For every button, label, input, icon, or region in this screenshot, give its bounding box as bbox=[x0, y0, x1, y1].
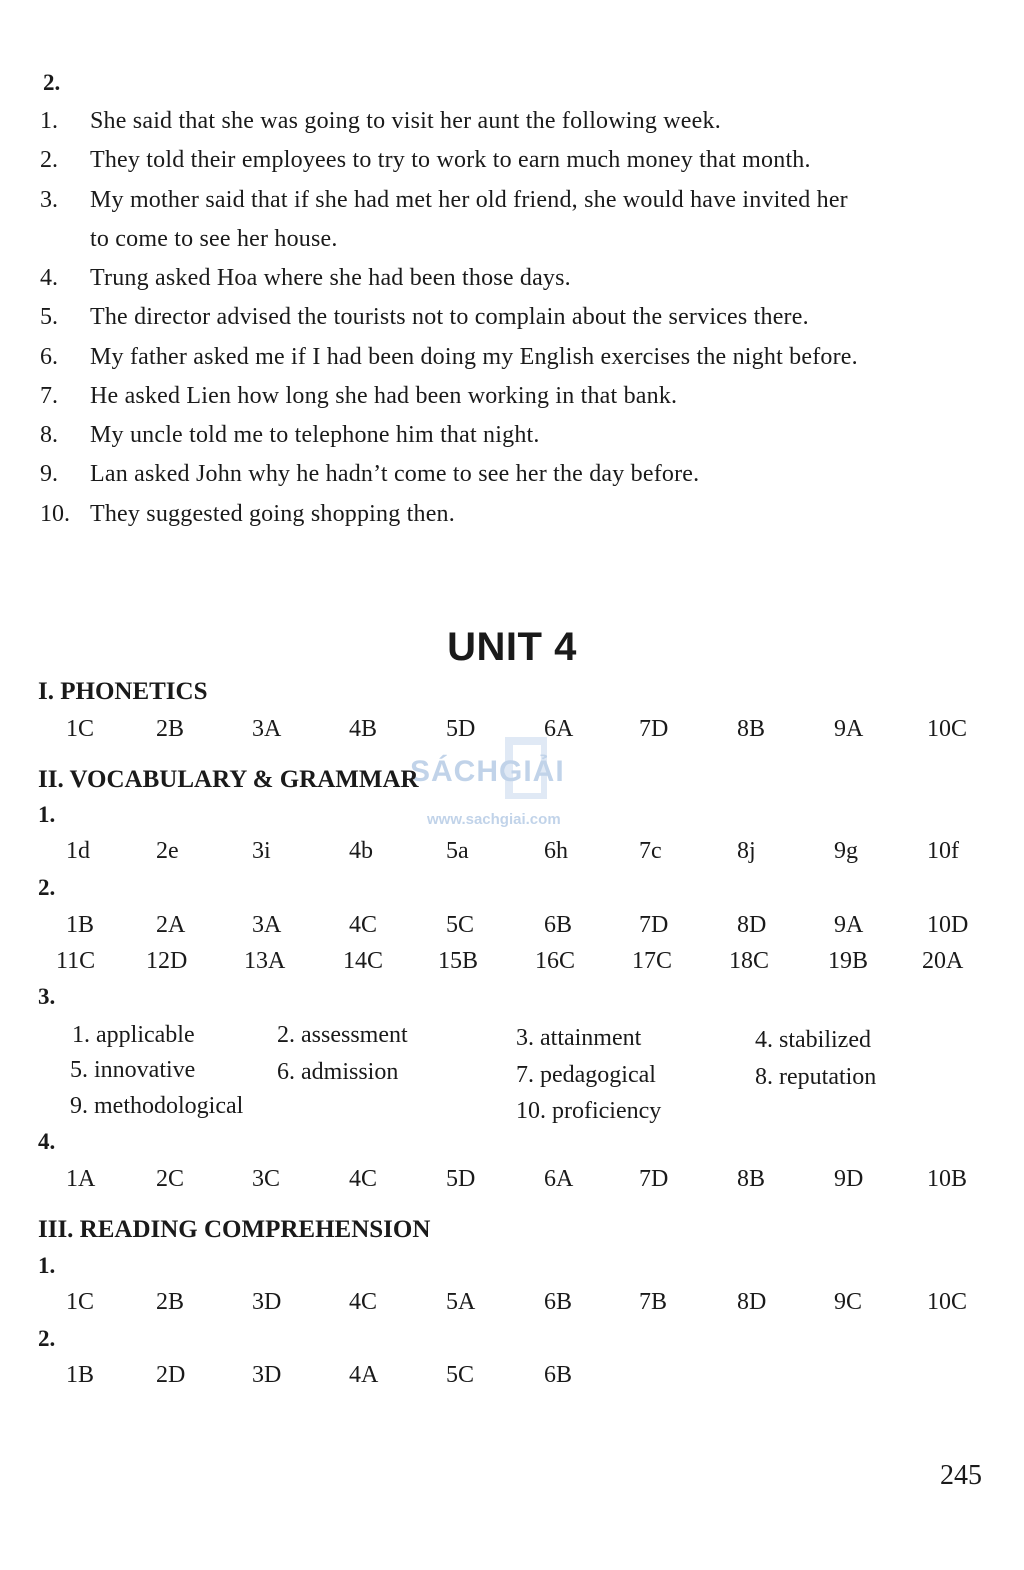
answer-item: 4B bbox=[349, 716, 378, 742]
answer-item: 6B bbox=[544, 912, 573, 938]
answer-item: 5C bbox=[446, 912, 475, 938]
sentence-number: 4. bbox=[40, 264, 58, 291]
answer-item: 1B bbox=[66, 912, 95, 938]
sentence-number: 9. bbox=[40, 461, 58, 488]
answer-item: 11C bbox=[56, 948, 96, 974]
vocabulary-grammar-heading: II. VOCABULARY & GRAMMAR bbox=[38, 766, 419, 793]
answer-item: 7B bbox=[639, 1289, 668, 1315]
answer-item: 4b bbox=[349, 838, 373, 864]
unit-title: UNIT 4 bbox=[447, 625, 577, 669]
answer-item: 7D bbox=[639, 912, 669, 938]
answer-item: 6A bbox=[544, 716, 574, 742]
answer-item: 5D bbox=[446, 716, 476, 742]
sentence-continuation: to come to see her house. bbox=[90, 225, 338, 252]
watermark-brand: SÁCHGIẢI bbox=[410, 755, 565, 788]
answer-item: 2B bbox=[156, 716, 185, 742]
answer-item: 3A bbox=[252, 912, 282, 938]
sentence-text: Lan asked John why he hadn’t come to see her the day before. bbox=[90, 461, 700, 488]
sentence-number: 8. bbox=[40, 422, 58, 449]
sentence-text: They told their employees to try to work to earn much money that month. bbox=[90, 147, 811, 174]
answer-item: 4C bbox=[349, 912, 378, 938]
answer-item: 20A bbox=[922, 948, 964, 974]
answer-item: 1A bbox=[66, 1166, 96, 1192]
answer-item: 2A bbox=[156, 912, 186, 938]
answer-item: 1d bbox=[66, 838, 90, 864]
answer-item: 10C bbox=[927, 716, 968, 742]
sentence-number: 1. bbox=[40, 108, 58, 134]
phonetics-heading: I. PHONETICS bbox=[38, 678, 208, 705]
answer-item: 12D bbox=[146, 948, 188, 974]
answer-item: 8D bbox=[737, 1289, 767, 1315]
vocab-word: 5. innovative bbox=[70, 1057, 196, 1083]
answer-item: 9A bbox=[834, 912, 864, 938]
watermark-logo bbox=[405, 737, 620, 837]
answer-item: 4C bbox=[349, 1289, 378, 1315]
vocab-part4-label: 4. bbox=[38, 1129, 56, 1154]
reading-part1-answers bbox=[38, 1289, 998, 1321]
vocab-word: 1. applicable bbox=[72, 1022, 195, 1048]
answer-item: 3C bbox=[252, 1166, 281, 1192]
vocab-word: 8. reputation bbox=[755, 1064, 877, 1090]
vocab-word: 2. assessment bbox=[277, 1022, 408, 1048]
sentence-text: Trung asked Hoa where she had been those days. bbox=[90, 264, 571, 291]
answer-item: 8B bbox=[737, 1166, 766, 1192]
answer-item: 10D bbox=[927, 912, 969, 938]
answer-item: 9C bbox=[834, 1289, 863, 1315]
answer-item: 2B bbox=[156, 1289, 185, 1315]
reading-heading: III. READING COMPREHENSION bbox=[38, 1216, 431, 1243]
answer-item: 9g bbox=[834, 838, 858, 864]
sentence-number: 10. bbox=[40, 500, 70, 527]
sentence-number: 7. bbox=[40, 382, 58, 409]
vocab-part1-answers bbox=[38, 838, 998, 870]
vocab-word: 6. admission bbox=[277, 1059, 399, 1085]
vocab-part3-label: 3. bbox=[38, 984, 56, 1009]
vocab-part2-answers-row2 bbox=[38, 948, 998, 980]
sentence-text: My mother said that if she had met her old friend, she would have invited her bbox=[90, 186, 848, 213]
answer-item: 1C bbox=[66, 716, 95, 742]
answer-item: 15B bbox=[438, 948, 479, 974]
answer-item: 7c bbox=[639, 838, 662, 864]
sentence-number: 3. bbox=[40, 186, 58, 213]
sentence-text: The director advised the tourists not to complain about the services there. bbox=[90, 304, 809, 331]
answer-item: 1B bbox=[66, 1362, 95, 1388]
answer-item: 6h bbox=[544, 838, 568, 864]
answer-item: 4C bbox=[349, 1166, 378, 1192]
vocab-word: 3. attainment bbox=[516, 1025, 642, 1051]
answer-item: 8B bbox=[737, 716, 766, 742]
answer-item: 4A bbox=[349, 1362, 379, 1388]
vocab-word: 7. pedagogical bbox=[516, 1062, 656, 1088]
answer-item: 8j bbox=[737, 838, 756, 864]
vocab-part2-label: 2. bbox=[38, 875, 56, 900]
answer-item: 7D bbox=[639, 1166, 669, 1192]
answer-item: 5D bbox=[446, 1166, 476, 1192]
answer-item: 5A bbox=[446, 1289, 476, 1315]
answer-item: 17C bbox=[632, 948, 673, 974]
sentence-text: My father asked me if I had been doing my English exercises the night before. bbox=[90, 343, 858, 370]
vocab-word: 4. stabilized bbox=[755, 1027, 871, 1053]
answer-item: 18C bbox=[729, 948, 770, 974]
sentence-number: 2. bbox=[40, 147, 58, 174]
answer-item: 3D bbox=[252, 1362, 282, 1388]
reading-part2-answers bbox=[38, 1362, 998, 1394]
answer-item: 3A bbox=[252, 716, 282, 742]
answer-item: 3i bbox=[252, 838, 271, 864]
page-number: 245 bbox=[940, 1460, 982, 1491]
answer-item: 5C bbox=[446, 1362, 475, 1388]
vocab-word: 10. proficiency bbox=[516, 1098, 662, 1124]
answer-item: 10f bbox=[927, 838, 959, 864]
answer-item: 10C bbox=[927, 1289, 968, 1315]
reading-part1-label: 1. bbox=[38, 1253, 56, 1278]
sentence-text: He asked Lien how long she had been working in that bank. bbox=[90, 382, 678, 409]
answer-item: 1C bbox=[66, 1289, 95, 1315]
vocab-part2-answers-row1 bbox=[38, 912, 998, 944]
answer-item: 2C bbox=[156, 1166, 185, 1192]
reading-part2-label: 2. bbox=[38, 1326, 56, 1351]
sentence-number: 5. bbox=[40, 304, 58, 331]
vocab-part4-answers bbox=[38, 1166, 998, 1198]
answer-item: 14C bbox=[343, 948, 384, 974]
sentence-text: They suggested going shopping then. bbox=[90, 500, 455, 527]
answer-item: 6B bbox=[544, 1362, 573, 1388]
answer-item: 3D bbox=[252, 1289, 282, 1315]
answer-item: 9D bbox=[834, 1166, 864, 1192]
answer-item: 5a bbox=[446, 838, 469, 864]
answer-item: 16C bbox=[535, 948, 576, 974]
answer-item: 6B bbox=[544, 1289, 573, 1315]
answer-item: 2D bbox=[156, 1362, 186, 1388]
answer-item: 8D bbox=[737, 912, 767, 938]
answer-item: 19B bbox=[828, 948, 869, 974]
watermark-url: www.sachgiai.com bbox=[427, 811, 561, 828]
sentence-number: 6. bbox=[40, 343, 58, 370]
answer-item: 7D bbox=[639, 716, 669, 742]
vocab-part1-label: 1. bbox=[38, 802, 56, 827]
answer-item: 9A bbox=[834, 716, 864, 742]
exercise-label: 2. bbox=[43, 70, 61, 95]
phonetics-answers bbox=[38, 716, 998, 748]
vocab-word: 9. methodological bbox=[70, 1093, 244, 1119]
answer-item: 2e bbox=[156, 838, 179, 864]
answer-item: 10B bbox=[927, 1166, 968, 1192]
answer-item: 13A bbox=[244, 948, 286, 974]
sentence-text: My uncle told me to telephone him that night. bbox=[90, 422, 540, 449]
sentence-text: She said that she was going to visit her aunt the following week. bbox=[90, 108, 721, 134]
answer-item: 6A bbox=[544, 1166, 574, 1192]
